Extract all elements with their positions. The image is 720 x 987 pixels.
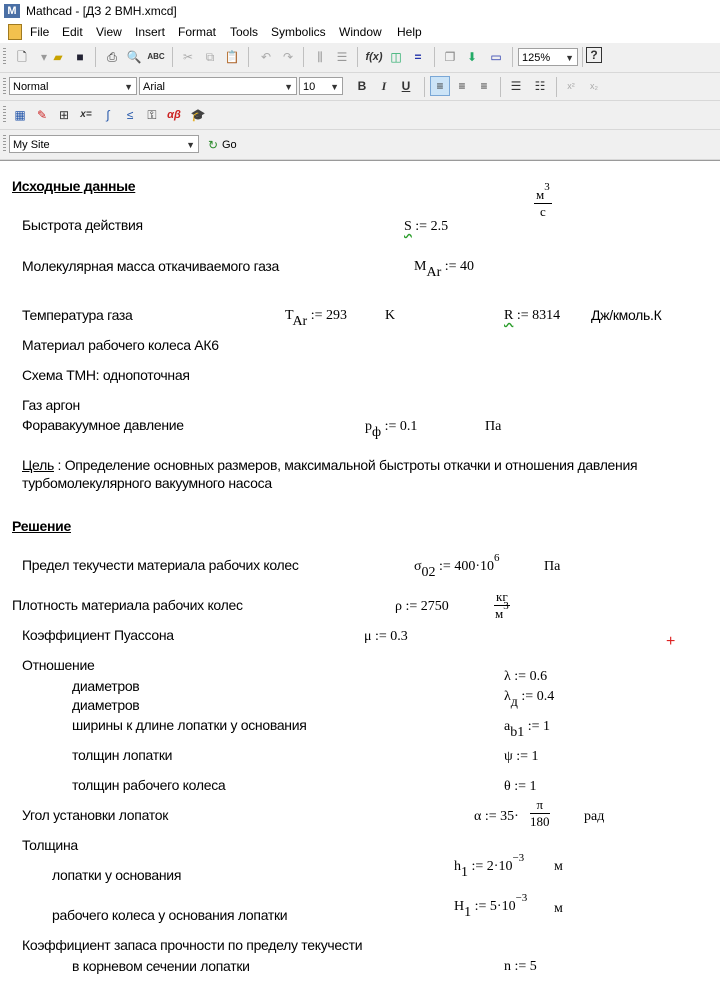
heading-solution: Решение [12, 518, 71, 534]
pressure-unit: Па [485, 419, 502, 434]
font-select[interactable] [139, 77, 297, 95]
chevron-down-icon: ▼ [186, 140, 195, 150]
H1-unit: м [554, 901, 563, 916]
zoom-value: 125% [522, 52, 551, 64]
document-icon[interactable] [8, 24, 22, 40]
align-right-icon[interactable]: ≡ [480, 79, 488, 93]
matrix-icon[interactable]: ⊞ [58, 108, 70, 122]
toolbar-grip[interactable] [3, 106, 6, 124]
temperature-expression[interactable]: TAr := 293 [285, 308, 348, 329]
site-value: My Site [13, 139, 50, 151]
temperature-unit: K [385, 308, 396, 323]
greek-icon[interactable]: αβ [167, 109, 181, 121]
download-icon[interactable]: ⬇ [466, 50, 478, 64]
calculus-icon[interactable]: ∫ [106, 108, 110, 122]
chevron-down-icon: ▼ [565, 53, 574, 63]
calculator-icon[interactable]: ▦ [14, 108, 26, 122]
pressure-label: Форавакуумное давление [22, 417, 184, 433]
gas-text: Газ аргон [22, 397, 80, 413]
redo-icon[interactable]: ↷ [282, 50, 294, 64]
help-icon[interactable]: ? [586, 47, 602, 63]
poisson-expression[interactable]: μ := 0.3 [364, 629, 408, 644]
style-value: Normal [13, 81, 49, 93]
ratio-width: ширины к длине лопатки у основания [72, 717, 307, 733]
menu-edit[interactable]: Edit [62, 25, 83, 39]
mass-label: Молекулярная масса откачиваемого газа [22, 258, 280, 274]
yield-unit: Па [544, 559, 561, 574]
paste-icon[interactable]: 📋 [224, 50, 240, 64]
angle-expression[interactable]: α := 35· [474, 809, 519, 824]
undo-icon[interactable]: ↶ [260, 50, 272, 64]
insert-function-icon[interactable]: f(x) [365, 51, 383, 63]
menu-symbolics[interactable]: Symbolics [271, 25, 326, 39]
standard-toolbar [0, 43, 720, 73]
open-icon[interactable]: ▰ [53, 50, 63, 64]
math-toolbar [0, 101, 720, 130]
worksheet[interactable] [0, 160, 720, 987]
menu-insert[interactable]: Insert [135, 25, 166, 39]
print-icon[interactable]: ⎙ [107, 50, 117, 64]
copy-icon[interactable]: ⧉ [205, 50, 215, 64]
boolean-icon[interactable]: ≤ [126, 108, 134, 122]
material-text: Материал рабочего колеса АК6 [22, 337, 219, 353]
menu-view[interactable]: View [96, 25, 122, 39]
subscript-icon[interactable]: x₂ [590, 81, 598, 91]
window-title: Mathcad - [ДЗ 2 ВМН.xmcd] [26, 4, 177, 18]
align-center-icon[interactable]: ≡ [458, 79, 466, 93]
ratio-label: Отношение [22, 657, 95, 673]
ratio-blade-thickness: толщин лопатки [72, 747, 173, 763]
density-label: Плотность материала рабочих колес [12, 597, 243, 613]
density-expression[interactable]: ρ := 2750 [395, 599, 449, 614]
lambda-expression[interactable]: λ := 0.6 [504, 669, 548, 684]
menu-bar [0, 22, 720, 42]
chevron-down-icon: ▼ [284, 82, 293, 92]
ratio-diameters-1: диаметров [72, 678, 140, 694]
size-select[interactable] [299, 77, 343, 95]
safety-sublabel: в корневом сечении лопатки [72, 958, 250, 974]
speed-unit: $м^3$ с [536, 181, 550, 219]
angle-unit: рад [584, 809, 605, 824]
goal-text-line2: турбомолекулярного вакуумного насоса [22, 475, 272, 491]
ab-expression[interactable]: ab1 := 1 [504, 719, 551, 740]
insert-component-icon[interactable]: ▭ [490, 50, 502, 64]
size-value: 10 [303, 81, 316, 93]
numbered-list-icon[interactable]: ☷ [534, 79, 546, 93]
title-bar [0, 0, 720, 22]
bullet-list-icon[interactable]: ☰ [510, 79, 522, 93]
menu-help[interactable]: Help [397, 25, 422, 39]
ratio-diameters-2: диаметров [72, 697, 140, 713]
speed-expression[interactable]: S := 2.5 [404, 219, 449, 234]
menu-format[interactable]: Format [178, 25, 217, 39]
theta-expression[interactable]: θ := 1 [504, 779, 537, 794]
lambda-d-expression[interactable]: λд := 0.4 [504, 689, 555, 710]
resources-icon[interactable]: ❐ [444, 50, 456, 64]
graph-icon[interactable]: ✎ [36, 108, 48, 122]
angle-fraction: $\frac{\pi}{180}$ [530, 797, 550, 829]
bold-button[interactable]: B [357, 79, 367, 93]
h1-unit: м [554, 859, 563, 874]
align-down-icon[interactable]: ☰ [336, 50, 348, 64]
temperature-label: Температура газа [22, 307, 133, 323]
mass-expression[interactable]: MAr := 40 [414, 259, 475, 280]
resources-toolbar [0, 130, 720, 160]
mathcad-icon: M [4, 4, 20, 18]
chevron-down-icon: ▼ [124, 82, 133, 92]
programming-icon[interactable]: ⚿ [147, 108, 157, 122]
menu-window[interactable]: Window [339, 25, 382, 39]
pressure-expression[interactable]: pф := 0.1 [365, 419, 418, 440]
superscript-icon[interactable]: x² [567, 81, 575, 91]
menu-tools[interactable]: Tools [230, 25, 259, 39]
safety-label: Коэффициент запаса прочности по пределу текучести [22, 937, 363, 953]
italic-button[interactable]: I [381, 79, 387, 93]
chevron-down-icon: ▼ [330, 82, 339, 92]
insert-unit-icon[interactable]: ◫ [390, 50, 402, 64]
save-icon[interactable]: ■ [76, 50, 84, 64]
toolbar-grip[interactable] [3, 135, 6, 153]
symbolic-icon[interactable]: 🎓 [190, 108, 206, 122]
zoom-select[interactable] [518, 48, 578, 66]
insertion-cursor-icon: + [666, 633, 676, 650]
formatting-toolbar [0, 73, 720, 101]
toolbar-grip[interactable] [3, 78, 6, 96]
thickness-label: Толщина [22, 837, 78, 853]
scheme-text: Схема ТМН: однопоточная [22, 367, 190, 383]
go-button[interactable]: Go [222, 139, 237, 151]
toolbar-grip[interactable] [3, 48, 6, 66]
calculate-icon[interactable]: = [414, 50, 422, 64]
underline-button[interactable]: U [401, 79, 411, 93]
print-preview-icon[interactable]: 🔍 [126, 50, 142, 64]
spellcheck-icon[interactable]: ABC [147, 52, 165, 61]
new-icon[interactable]: 🗋 [17, 50, 27, 64]
yield-label: Предел текучести материала рабочих колес [22, 557, 299, 573]
density-unit: кг $м^3$ [494, 589, 509, 621]
align-across-icon[interactable]: ⫼ [317, 50, 323, 64]
go-icon[interactable]: ↻ [207, 138, 219, 152]
style-select[interactable] [9, 77, 137, 95]
yield-expression[interactable]: σ02 := $400\cdot 10^6$ [414, 552, 500, 580]
cut-icon[interactable]: ✂ [182, 50, 194, 64]
ratio-wheel-thickness: толщин рабочего колеса [72, 777, 226, 793]
goal-text: Цель : Определение основных размеров, максимальной быстроты откачки и отношения давления [22, 457, 638, 473]
thickness-blade-label: лопатки у основания [52, 867, 182, 883]
angle-label: Угол установки лопаток [22, 807, 169, 823]
evaluation-icon[interactable]: x= [80, 109, 92, 120]
heading-initial-data: Исходные данные [12, 178, 136, 194]
gas-constant-unit: Дж/кмоль.К [591, 307, 662, 323]
font-value: Arial [143, 81, 166, 93]
psi-expression[interactable]: ψ := 1 [504, 749, 539, 764]
chevron-down-icon[interactable]: ▾ [40, 50, 48, 64]
n-expression[interactable]: n := 5 [504, 959, 537, 974]
gas-constant-expression[interactable]: R := 8314 [504, 308, 561, 323]
site-select[interactable] [9, 135, 199, 153]
thickness-wheel-label: рабочего колеса у основания лопатки [52, 907, 288, 923]
H1-expression[interactable]: H1 := $5\cdot 10^{-3}$ [454, 892, 528, 920]
speed-label: Быстрота действия [22, 217, 143, 233]
menu-file[interactable]: File [30, 25, 50, 39]
align-left-icon[interactable]: ≡ [430, 76, 450, 96]
h1-expression[interactable]: h1 := $2\cdot 10^{-3}$ [454, 852, 525, 880]
poisson-label: Коэффициент Пуассона [22, 627, 174, 643]
